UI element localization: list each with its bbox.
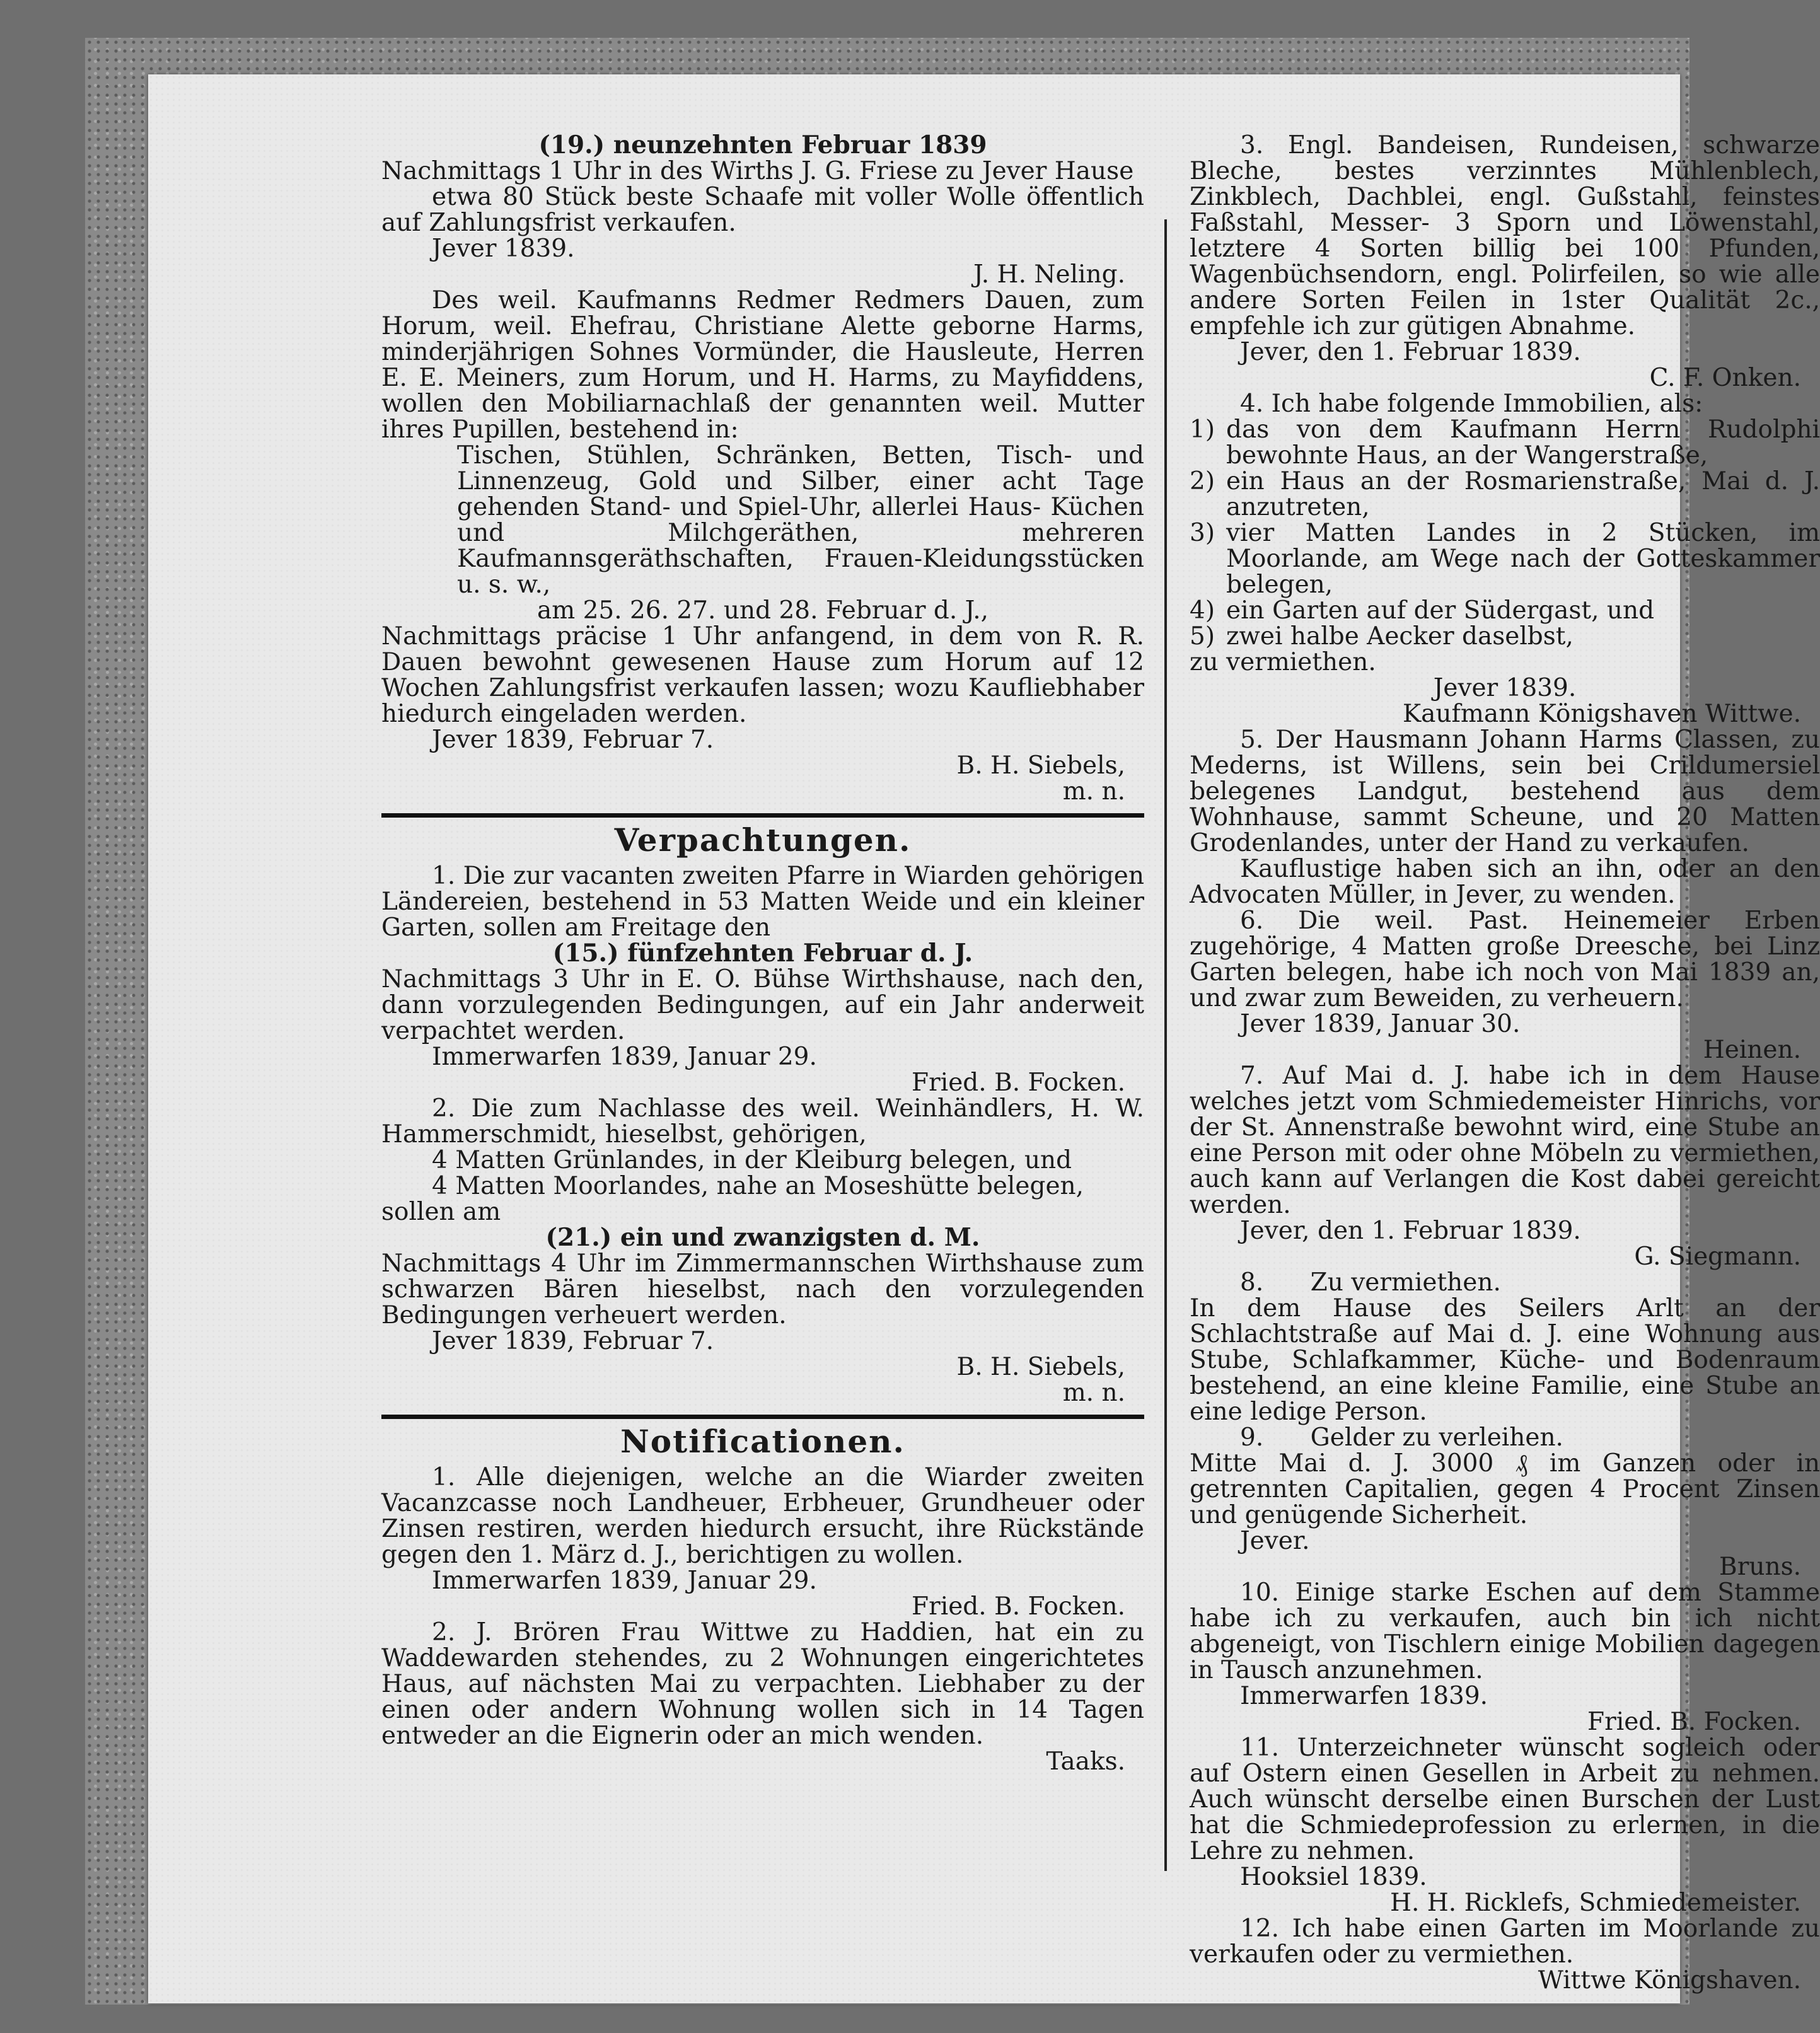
notice-number: 9. (1240, 1423, 1264, 1452)
notice-text: Nachmittags 1 Uhr in des Wirths J. G. Friese zu Jever Hause (381, 157, 1134, 185)
notice-place-date: Hooksiel 1839. (1240, 1863, 1427, 1891)
list-item (1190, 623, 1820, 649)
notice-eschen (1190, 1580, 1820, 1735)
list-item (1190, 598, 1820, 623)
section-heading: Notificationen. (620, 1423, 905, 1460)
list-item-text: ein Haus an der Rosmarienstraße, Mai d. J. anzutreten, (1226, 467, 1820, 521)
notice-place-date: Immerwarfen 1839, Januar 29. (432, 1043, 817, 1071)
notice-zu-vermiethen (1190, 1270, 1820, 1425)
notice-place-date: Jever. (1240, 1527, 1310, 1555)
notice-text: In dem Hause des Seilers Arlt an der Schlachtstraße auf Mai d. J. eine Wohnung aus Stube, Schlafkammer, Küche- und Bodenraum bestehend, an eine kleine Familie, eine Stube an eine ledige Person. (1190, 1294, 1820, 1426)
notice-signer: B. H. Siebels, (956, 751, 1125, 780)
property-list (1190, 417, 1820, 649)
notice-signer: H. H. Ricklefs, Schmiedemeister. (1389, 1889, 1801, 1917)
column-divider (1164, 219, 1167, 1871)
notice-text: Kauflustige haben sich an ihn, oder an den Advocaten Müller, in Jever, zu wenden. (1190, 855, 1820, 909)
notice-title-text: Gelder zu verleihen. (1310, 1423, 1563, 1452)
notice-signer-suffix: m. n. (1062, 777, 1125, 806)
notice-iron-goods (1190, 132, 1820, 391)
notice-signer: J. H. Neling. (973, 260, 1125, 289)
notice-vacanzcasse (381, 1464, 1144, 1619)
list-item-number: 3) (1190, 519, 1215, 547)
section-heading: Verpachtungen. (614, 821, 912, 859)
notice-text: 5. Der Hausmann Johann Harms Classen, zu Mederns, ist Willens, sein bei Crildumersiel belegenes Landgut, bestehend aus dem Wohnhause, sammt Scheune, und 20 Matten Grodenlandes, unter der Hand zu verkaufen. (1190, 726, 1820, 857)
notice-room-rent (1190, 1063, 1820, 1270)
list-item-text: das von dem Kaufmann Herrn Rudolphi bewohnte Haus, an der Wangerstraße, (1226, 415, 1820, 470)
notice-signer: B. H. Siebels, (956, 1353, 1125, 1381)
list-item-number: 1) (1190, 415, 1215, 444)
notice-date: am 25. 26. 27. und 28. Februar d. J., (536, 596, 989, 625)
notice-text: Nachmittags 3 Uhr in E. O. Bühse Wirthshause, nach den, dann vorzulegenden Bedingungen, auf ein Jahr anderweit verpachtet werden. (381, 965, 1144, 1045)
list-item-text: ein Garten auf der Südergast, und (1226, 596, 1655, 625)
notice-dreesche (1190, 908, 1820, 1063)
notice-place-date: Jever 1839. (432, 235, 575, 263)
notice-signer-suffix: m. n. (1062, 1379, 1125, 1407)
notice-text: 1. Die zur vacanten zweiten Pfarre in Wiarden gehörigen Ländereien, bestehend in 53 Matten Weide und ein kleiner Garten, sollen am Freitage den (381, 862, 1144, 942)
notice-item: 4 Matten Grünlandes, in der Kleiburg belegen, und (432, 1146, 1072, 1174)
list-item-number: 2) (1190, 467, 1215, 495)
section-rule (381, 813, 1144, 818)
notice-immobilien (1190, 391, 1820, 727)
notice-date: (21.) ein und zwanzigsten d. M. (545, 1223, 980, 1252)
notice-text: Nachmittags 4 Uhr im Zimmermannschen Wirthshause zum schwarzen Bären hieselbst, nach den vorzulegenden Bedingungen verheuert werden. (381, 1249, 1144, 1329)
notice-signer: C. F. Onken. (1649, 364, 1801, 392)
notice-place-date: Jever 1839, Februar 7. (432, 1327, 714, 1355)
notice-item-list: Tischen, Stühlen, Schränken, Betten, Tisch- und Linnenzeug, Gold und Silber, einer acht Tage gehenden Stand- und Spiel-Uhr, allerlei Haus- Küchen und Milchgeräthen, mehreren Kaufmannsgeräthschaften, Frauen-Kleidungsstücken u. s. w., (457, 441, 1144, 599)
left-column (381, 132, 1144, 1775)
notice-lease-hammerschmidt (381, 1096, 1144, 1406)
notice-text: sollen am (381, 1198, 501, 1226)
notice-number: 8. (1240, 1268, 1264, 1297)
notice-text: 3. Engl. Bandeisen, Rundeisen, schwarze Bleche, bestes verzinntes Mühlenblech, Zinkblech, Dachblei, engl. Gußstahl, feinstes Faßstahl, Messer- 3 Sporn und Löwenstahl, letztere 4 Sorten billig bei 100 Pfunden, Wagenbüchsendorn, engl. Polirfeilen, so wie alle andere Sorten Feilen in 1ster Qualität 2c., empfehle ich zur gütigen Abnahme. (1190, 131, 1820, 340)
notice-item: 4 Matten Moorlandes, nahe an Moseshütte belegen, (432, 1172, 1084, 1200)
notice-text: etwa 80 Stück beste Schaafe mit voller Wolle öffentlich auf Zahlungsfrist verkaufen. (381, 183, 1144, 237)
notice-text: Nachmittags präcise 1 Uhr anfangend, in dem von R. R. Dauen bewohnt gewesenen Hause zum Horum auf 12 Wochen Zahlungsfrist verkaufen lassen; wozu Kaufliebhaber hiedurch eingeladen werden. (381, 622, 1144, 728)
notice-text: zu vermiethen. (1190, 648, 1376, 676)
notice-sale-sheep (381, 132, 1144, 287)
notice-place-date: Jever 1839, Februar 7. (432, 726, 714, 754)
notice-text: Mitte Mai d. J. 3000 ₰ im Ganzen oder in getrennten Capitalien, gegen 4 Procent Zinsen und genügende Sicherheit. (1190, 1449, 1820, 1529)
notice-signer: Fried. B. Focken. (1587, 1708, 1801, 1736)
notice-title-text: Zu vermiethen. (1310, 1268, 1501, 1297)
list-item (1190, 468, 1820, 520)
notice-text: 1. Alle diejenigen, welche an die Wiarder zweiten Vacanzcasse noch Landheuer, Erbheuer, Grundheuer oder Zinsen restiren, werden hiedurch ersucht, ihre Rückstände gegen den 1. März d. J., berichtigen zu wollen. (381, 1463, 1144, 1569)
notice-lease-wiarden (381, 863, 1144, 1096)
notice-date: (19.) neunzehnten Februar 1839 (538, 130, 987, 159)
notice-place-date: Jever, den 1. Februar 1839. (1240, 338, 1581, 366)
notice-text: Des weil. Kaufmanns Redmer Redmers Dauen, zum Horum, weil. Ehefrau, Christiane Alette geborne Harms, minderjährigen Sohnes Vormünder, die Hausleute, Herren E. E. Meiners, zum Horum, und H. Harms, zu Mayfiddens, wollen den Mobiliarnachlaß der genannten weil. Mutter ihres Pupillen, bestehend in: (381, 286, 1144, 444)
notice-signer: Kaufmann Königshaven Wittwe. (1402, 700, 1801, 728)
notice-text: 11. Unterzeichneter wünscht sogleich oder auf Ostern einen Gesellen in Arbeit zu nehmen. Auch wünscht derselbe einen Burschen der Lust hat die Schmiedeprofession zu erlernen, in die Lehre zu nehmen. (1190, 1734, 1820, 1865)
notice-place-date: Jever 1839, Januar 30. (1240, 1010, 1521, 1038)
notice-place-date: Immerwarfen 1839, Januar 29. (432, 1567, 817, 1595)
section-rule (381, 1415, 1144, 1419)
notice-signer: Taaks. (1046, 1747, 1125, 1776)
newspaper-page (148, 74, 1820, 2003)
notice-signer: Wittwe Königshaven. (1538, 1966, 1801, 1995)
list-item-text: vier Matten Landes in 2 Stücken, im Moorlande, am Wege nach der Gotteskammer belegen, (1226, 519, 1820, 599)
notice-text: 12. Ich habe einen Garten im Moorlande zu verkaufen oder zu vermiethen. (1190, 1914, 1820, 1969)
notice-title (1190, 1425, 1820, 1451)
notice-house-lease (381, 1619, 1144, 1775)
list-item-number: 5) (1190, 622, 1215, 651)
notice-place-date: Jever 1839. (1433, 674, 1577, 702)
right-column (1190, 132, 1820, 1993)
notice-text: 6. Die weil. Past. Heinemeier Erben zugehörige, 4 Matten große Dreesche, bei Linz Garten belegen, habe ich noch von Mai 1839 an, und zwar zum Beweiden, zu verheuern. (1190, 906, 1820, 1012)
notice-signer: G. Siegmann. (1634, 1242, 1801, 1271)
list-item (1190, 417, 1820, 468)
notice-text: 2. Die zum Nachlasse des weil. Weinhändlers, H. W. Hammerschmidt, hieselbst, gehörigen, (381, 1094, 1144, 1149)
notice-title (1190, 1270, 1820, 1295)
notice-geselle (1190, 1735, 1820, 1916)
notice-signer: Heinen. (1703, 1036, 1801, 1064)
notice-date: (15.) fünfzehnten Februar d. J. (552, 939, 973, 968)
notice-text: 2. J. Brören Frau Wittwe zu Haddien, hat ein zu Waddewarden stehendes, zu 2 Wohnungen eingerichtetes Haus, auf nächsten Mai zu verpachten. Liebhaber zu der einen oder andern Wohnung wollen sich in 14 Tagen entweder an die Eignerin oder an mich wenden. (381, 1618, 1144, 1750)
notice-estate-sale (381, 287, 1144, 804)
list-item-number: 4) (1190, 596, 1215, 625)
notice-signer: Bruns. (1719, 1553, 1801, 1581)
notice-signer: Fried. B. Focken. (912, 1592, 1125, 1621)
notice-place-date: Jever, den 1. Februar 1839. (1240, 1217, 1581, 1245)
notice-landgut-sale (1190, 727, 1820, 908)
notice-gelder (1190, 1425, 1820, 1580)
notice-text: 10. Einige starke Eschen auf dem Stamme habe ich zu verkaufen, auch bin ich nicht abgeneigt, von Tischlern einige Mobilien dagegen in Tausch anzunehmen. (1190, 1578, 1820, 1684)
list-item-text: zwei halbe Aecker daselbst, (1226, 622, 1574, 651)
list-item (1190, 520, 1820, 598)
notice-signer: Fried. B. Focken. (912, 1069, 1125, 1097)
notice-text: 4. Ich habe folgende Immobilien, als: (1240, 390, 1703, 418)
notice-place-date: Immerwarfen 1839. (1240, 1682, 1488, 1710)
notice-text: 7. Auf Mai d. J. habe ich in dem Hause welches jetzt vom Schmiedemeister Hinrichs, vor der St. Annenstraße bewohnt wird, eine Stube an eine Person mit oder ohne Möbeln zu vermiethen, auch kann auf Verlangen die Kost dabei gereicht werden. (1190, 1062, 1820, 1219)
notice-garten (1190, 1916, 1820, 1993)
